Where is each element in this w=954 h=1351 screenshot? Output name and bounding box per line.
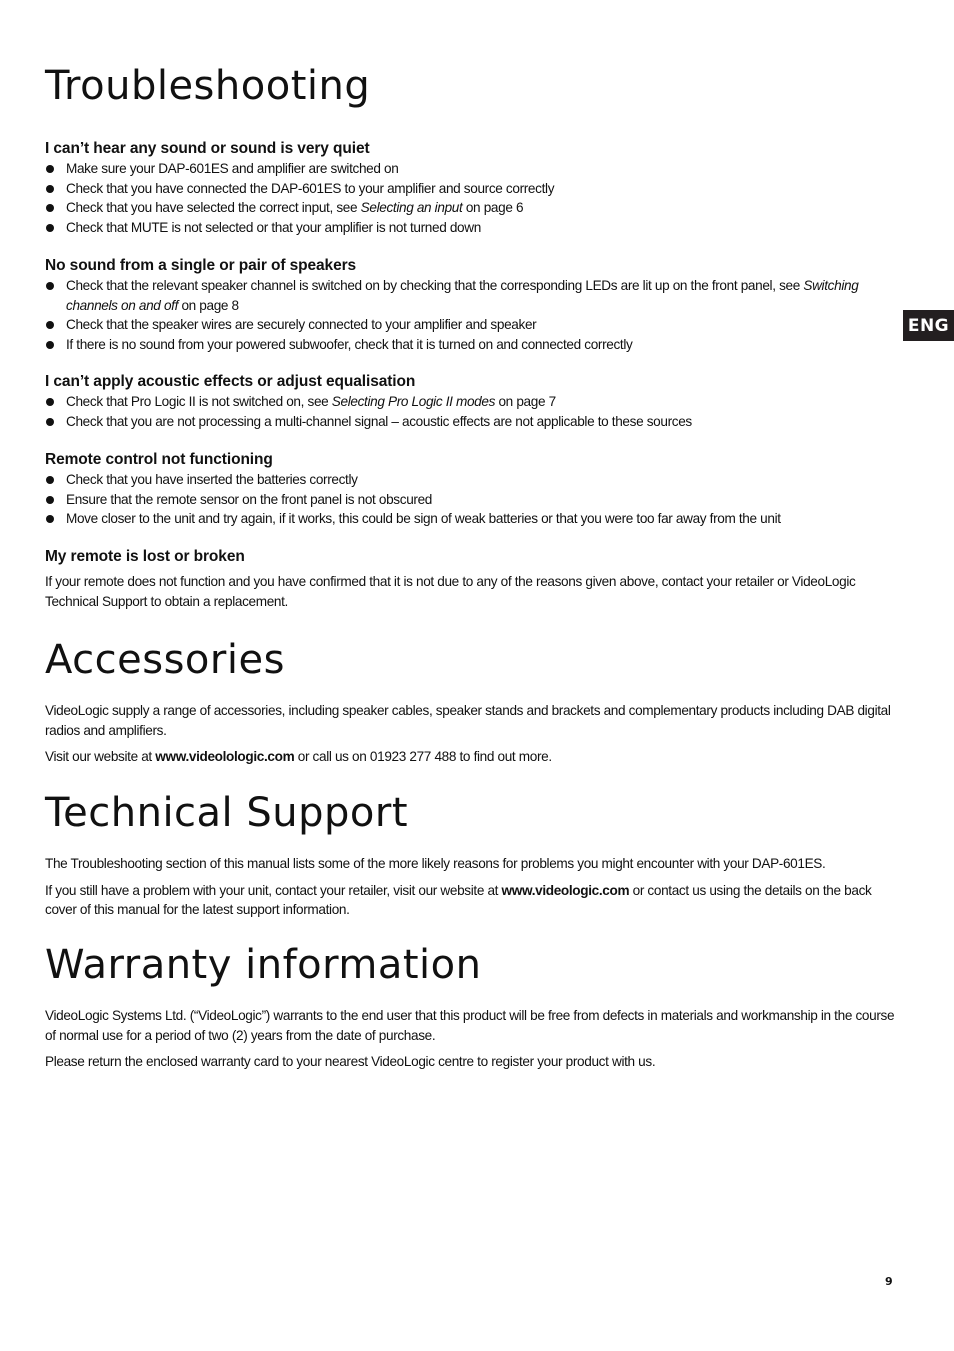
list-item: Make sure your DAP-601ES and amplifier are switched on [45,159,905,179]
remote-lost-heading: My remote is lost or broken [45,548,245,565]
remote-lost-section [45,548,905,611]
remote-section [45,451,905,529]
troubleshooting-title: Troubleshooting [45,63,371,109]
technical-support-title: Technical Support [45,790,409,836]
list-item: Check that Pro Logic II is not switched on, see Selecting Pro Logic II modes on page 7 [45,392,905,412]
warranty-title: Warranty information [45,942,482,988]
warranty-text: VideoLogic Systems Ltd. (“VideoLogic”) warrants to the end user that this product will be free from defects in materials and workmanship in the course of normal use for a period of two (2) years from the date of purchase. [45,1008,895,1043]
technical-support-contact: If you still have a problem with your unit, contact your retailer, visit our website at www.videologic.com or contact us using the details on the back cover of this manual for the latest support information. [45,882,872,917]
website-link[interactable]: www.videologic.com [501,882,630,898]
list-item: Check that the speaker wires are securely connected to your amplifier and speaker [45,315,905,335]
bullet-icon [46,496,54,504]
bullet-icon [46,224,54,232]
no-sound-heading: I can’t hear any sound or sound is very quiet [45,140,370,157]
single-speakers-list [45,276,905,354]
single-speakers-section [45,257,905,354]
technical-support-text: The Troubleshooting section of this manual lists some of the more likely reasons for problems you might encounter with your DAP-601ES. [45,856,826,871]
single-speakers-heading: No sound from a single or pair of speakers [45,257,357,274]
accessories-text: VideoLogic supply a range of accessories, including speaker cables, speaker stands and brackets and complementary products including DAB digital radios and amplifiers. [45,703,891,738]
no-sound-list [45,159,905,237]
bullet-icon [46,341,54,349]
list-item: Check that you have selected the correct input, see Selecting an input on page 6 [45,198,905,218]
bullet-icon [46,204,54,212]
accessories-contact: Visit our website at www.videolologic.com or call us on 01923 277 488 to find out more. [45,749,552,764]
remote-heading: Remote control not functioning [45,451,273,468]
bullet-icon [46,418,54,426]
list-item: Check that MUTE is not selected or that your amplifier is not turned down [45,218,905,238]
bullet-icon [46,515,54,523]
accessories-title: Accessories [45,637,285,683]
page-number: 9 [885,1275,893,1288]
list-item: Check that the relevant speaker channel is switched on by checking that the corresponding LEDs are lit up on the front panel, see Switching channels on and off on page 8 [45,276,905,315]
acoustic-effects-section [45,373,905,431]
bullet-icon [46,185,54,193]
list-item: Move closer to the unit and try again, if it works, this could be sign of weak batteries or that you were too far away from the unit [45,509,905,529]
bullet-icon [46,321,54,329]
no-sound-section [45,140,905,237]
bullet-icon [46,398,54,406]
list-item: Check that you have inserted the batteries correctly [45,470,905,490]
remote-lost-text: If your remote does not function and you have confirmed that it is not due to any of the reasons given above, contact your retailer or VideoLogic Technical Support to obtain a replacement. [45,574,856,609]
remote-list [45,470,905,529]
warranty-registration: Please return the enclosed warranty card to your nearest VideoLogic centre to register your product with us. [45,1054,656,1069]
technical-support-section [45,854,905,920]
list-item: Check that you have connected the DAP-601ES to your amplifier and source correctly [45,179,905,199]
accessories-section [45,701,905,767]
warranty-section [45,1006,905,1072]
bullet-icon [46,282,54,290]
bullet-icon [46,476,54,484]
list-item: Ensure that the remote sensor on the front panel is not obscured [45,490,905,510]
list-item: Check that you are not processing a multi-channel signal – acoustic effects are not applicable to these sources [45,412,905,432]
bullet-icon [46,165,54,173]
language-tab: ENG [903,310,954,341]
website-link[interactable]: www.videolologic.com [155,749,295,764]
acoustic-effects-list [45,392,905,431]
acoustic-effects-heading: I can’t apply acoustic effects or adjust equalisation [45,373,416,390]
list-item: If there is no sound from your powered subwoofer, check that it is turned on and connected correctly [45,335,905,355]
